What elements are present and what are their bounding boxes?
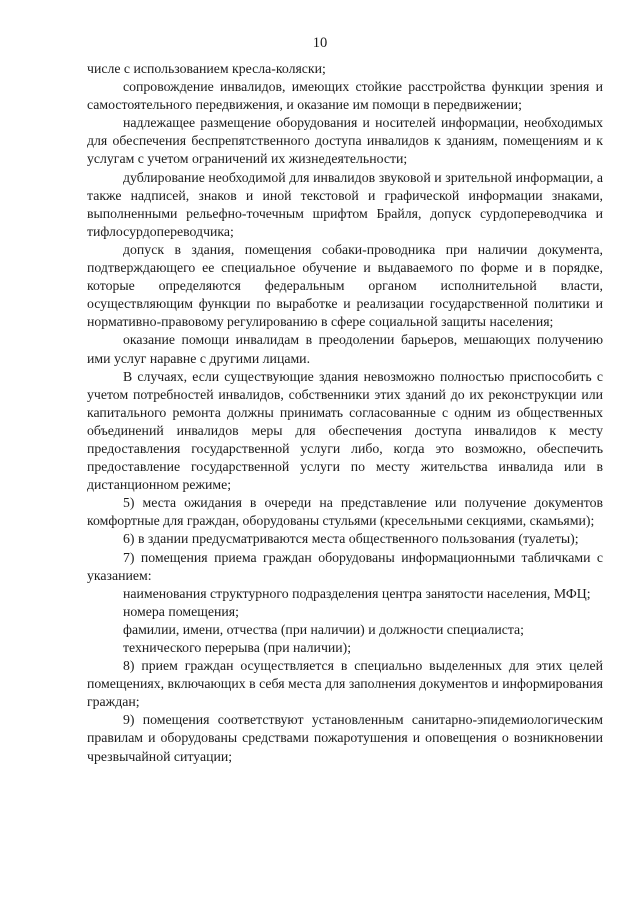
paragraph-technical-break: технического перерыва (при наличии); (123, 640, 352, 655)
paragraph-barrier-assistance: оказание помощи инвалидам в преодолении барьеров, мешающих получению ими услуг наравне с другими лицами. (87, 332, 603, 366)
paragraph-wheelchair-continuation: числе с использованием кресла-коляски; (87, 61, 326, 76)
paragraph-escort: сопровождение инвалидов, имеющих стойкие расстройства функции зрения и самостоятельного передвижения, и оказание им помощи в передвижении; (87, 79, 603, 113)
paragraph-equipment-placement: надлежащее размещение оборудования и носителей информации, необходимых для обеспечения беспрепятственного доступа инвалидов к зданиям, помещениям и к услугам с учетом ограничений их жизнедеятельности; (87, 115, 603, 167)
paragraph-item-6: 6) в здании предусматриваются места общественного пользования (туалеты); (123, 531, 579, 547)
paragraph-item-9: 9) помещения соответствуют установленным санитарно-эпидемиологическим правилам и оборудованы средствами пожаротушения и оповещения о возникновении чрезвычайной ситуации; (87, 712, 603, 764)
paragraph-department-name: наименования структурного подразделения центра занятости населения, МФЦ; (123, 585, 591, 601)
paragraph-item-5: 5) места ожидания в очереди на представление или получение документов комфортные для граждан, оборудованы стульями (кресельными секциями, скамьями); (87, 495, 603, 529)
paragraph-information-duplication: дублирование необходимой для инвалидов звуковой и зрительной информации, а также надписей, знаков и иной текстовой и графической информации знаками, выполненными рельефно-точечным шрифтом Брайля, допуск сурдопереводчика и тифлосурдопереводчика; (87, 169, 603, 239)
paragraph-item-8: 8) прием граждан осуществляется в специально выделенных для этих целей помещениях, включающих в себя места для заполнения документов и информирования граждан; (87, 658, 603, 710)
body-text (87, 60, 603, 766)
paragraph-room-number: номера помещения; (123, 603, 239, 619)
page-number: 10 (312, 35, 328, 51)
paragraph-specialist-name: фамилии, имени, отчества (при наличии) и должности специалиста; (123, 621, 524, 637)
paragraph-guide-dog: допуск в здания, помещения собаки-проводника при наличии документа, подтверждающего ее специальное обучение и выдаваемого по форме и в порядке, которые определяются федеральным органом исполнительной власти, осуществляющим функции по выработке и реализации государственной политики и нормативно-правовому регулированию в сфере социальной защиты населения; (87, 241, 603, 330)
paragraph-building-adaptation: В случаях, если существующие здания невозможно полностью приспособить с учетом потребностей инвалидов, собственники этих зданий до их реконструкции или капитального ремонта должны принимать согласованные с одним из общественных объединений инвалидов меры для обеспечения доступа инвалидов к месту предоставления государственной услуги либо, когда это возможно, обеспечить предоставление государственной услуги по месту жительства инвалида или в дистанционном режиме; (87, 368, 603, 493)
paragraph-item-7: 7) помещения приема граждан оборудованы информационными табличками с указанием: (87, 549, 603, 583)
